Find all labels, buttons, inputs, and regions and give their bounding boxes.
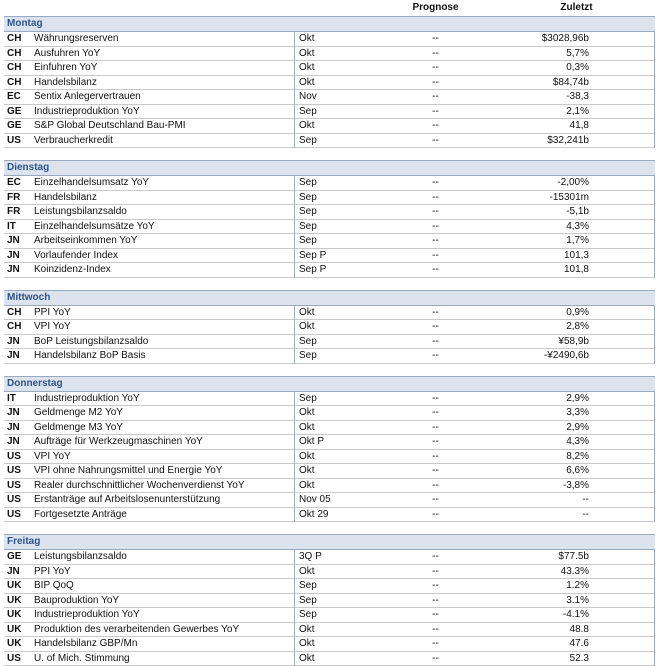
forecast-value: -- (384, 90, 487, 104)
table-row (4, 565, 655, 580)
country-code: UK (7, 623, 21, 637)
period: Sep (299, 594, 317, 608)
event-name: Aufträge für Werkzeugmaschinen YoY (34, 435, 203, 449)
period: Sep (299, 349, 317, 363)
forecast-value: -- (384, 565, 487, 579)
country-code: IT (7, 220, 16, 234)
section-gap (4, 278, 655, 290)
table-row (4, 76, 655, 91)
forecast-value: -- (384, 421, 487, 435)
country-code: US (7, 479, 21, 493)
event-name: Industrieproduktion YoY (34, 608, 140, 622)
table-row (4, 90, 655, 105)
last-value: 3,3% (484, 406, 589, 420)
period: Okt (299, 464, 315, 478)
period: Sep (299, 191, 317, 205)
forecast-value: -- (384, 579, 487, 593)
event-name: Sentix Anlegervertrauen (34, 90, 141, 104)
event-name: Handelsbilanz BoP Basis (34, 349, 146, 363)
event-name: Geldmenge M3 YoY (34, 421, 123, 435)
country-code: US (7, 652, 21, 666)
table-row (4, 435, 655, 450)
country-code: JN (7, 421, 20, 435)
country-code: US (7, 464, 21, 478)
last-value: $3028,96b (484, 32, 589, 46)
country-code: UK (7, 579, 21, 593)
event-name: BoP Leistungsbilanzsaldo (34, 335, 148, 349)
period: Okt (299, 119, 315, 133)
last-value: -5,1b (484, 205, 589, 219)
forecast-value: -- (384, 464, 487, 478)
last-value: 1.2% (484, 579, 589, 593)
country-code: US (7, 134, 21, 148)
forecast-value: -- (384, 594, 487, 608)
table-row (4, 493, 655, 508)
period: Okt (299, 61, 315, 75)
table-row (4, 249, 655, 264)
event-name: Verbraucherkredit (34, 134, 113, 148)
forecast-value: -- (384, 450, 487, 464)
table-row (4, 234, 655, 249)
forecast-value: -- (384, 105, 487, 119)
country-code: JN (7, 234, 20, 248)
period: Okt (299, 306, 315, 320)
country-code: US (7, 493, 21, 507)
last-value: $32,241b (484, 134, 589, 148)
event-name: Fortgesetzte Anträge (34, 508, 127, 522)
period: 3Q P (299, 550, 322, 564)
last-value: 2,9% (484, 421, 589, 435)
event-name: Leistungsbilanzsaldo (34, 550, 127, 564)
day-rows (4, 550, 655, 666)
forecast-value: -- (384, 61, 487, 75)
last-value: 4,3% (484, 220, 589, 234)
table-row (4, 119, 655, 134)
table-row (4, 623, 655, 638)
table-row (4, 508, 655, 523)
period: Okt 29 (299, 508, 328, 522)
country-code: JN (7, 263, 20, 277)
country-code: CH (7, 32, 21, 46)
last-value: -15301m (484, 191, 589, 205)
country-code: UK (7, 637, 21, 651)
event-name: Geldmenge M2 YoY (34, 406, 123, 420)
period: Nov 05 (299, 493, 331, 507)
last-value: 2,9% (484, 392, 589, 406)
country-code: EC (7, 90, 21, 104)
column-divider (654, 392, 655, 523)
event-name: Währungsreserven (34, 32, 118, 46)
last-value: -3,8% (484, 479, 589, 493)
event-name: Industrieproduktion YoY (34, 392, 140, 406)
country-code: EC (7, 176, 21, 190)
forecast-value: -- (384, 493, 487, 507)
country-code: JN (7, 335, 20, 349)
country-code: JN (7, 249, 20, 263)
last-value: -4.1% (484, 608, 589, 622)
country-code: CH (7, 47, 21, 61)
forecast-value: -- (384, 32, 487, 46)
forecast-column-header: Prognose (384, 2, 487, 13)
last-value: -2,00% (484, 176, 589, 190)
event-name: Realer durchschnittlicher Wochenverdienst YoY (34, 479, 245, 493)
forecast-value: -- (384, 508, 487, 522)
last-value: 8,2% (484, 450, 589, 464)
table-row (4, 263, 655, 278)
last-value: 43.3% (484, 565, 589, 579)
last-value: 47.6 (484, 637, 589, 651)
period: Okt (299, 32, 315, 46)
forecast-value: -- (384, 479, 487, 493)
last-value: 6,6% (484, 464, 589, 478)
period: Okt (299, 421, 315, 435)
table-row (4, 205, 655, 220)
last-value: -- (484, 493, 589, 507)
table-row (4, 47, 655, 62)
event-name: PPI YoY (34, 306, 71, 320)
day-header (4, 290, 655, 306)
event-name: U. of Mich. Stimmung (34, 652, 130, 666)
column-divider (294, 306, 295, 364)
event-name: Handelsbilanz (34, 191, 97, 205)
table-row (4, 349, 655, 364)
period: Okt (299, 320, 315, 334)
country-code: CH (7, 320, 21, 334)
column-header-row (4, 0, 655, 16)
column-divider (654, 32, 655, 148)
table-row (4, 220, 655, 235)
last-value: 4,3% (484, 435, 589, 449)
column-divider (294, 176, 295, 278)
last-value: 48.8 (484, 623, 589, 637)
country-code: CH (7, 61, 21, 75)
period: Okt (299, 565, 315, 579)
period: Sep (299, 234, 317, 248)
event-name: Vorlaufender Index (34, 249, 118, 263)
day-header (4, 534, 655, 550)
table-row (4, 32, 655, 47)
country-code: UK (7, 594, 21, 608)
event-name: Koinzidenz-Index (34, 263, 111, 277)
table-row (4, 421, 655, 436)
forecast-value: -- (384, 637, 487, 651)
section-gap (4, 522, 655, 534)
forecast-value: -- (384, 406, 487, 420)
period: Okt P (299, 435, 324, 449)
column-divider (294, 550, 295, 666)
event-name: Erstanträge auf Arbeitslosenunterstützung (34, 493, 220, 507)
table-row (4, 637, 655, 652)
day-rows (4, 176, 655, 278)
last-value: 52.3 (484, 652, 589, 666)
period: Okt (299, 76, 315, 90)
table-row (4, 550, 655, 565)
country-code: US (7, 508, 21, 522)
country-code: JN (7, 435, 20, 449)
table-row (4, 608, 655, 623)
period: Sep (299, 608, 317, 622)
forecast-value: -- (384, 392, 487, 406)
period: Nov (299, 90, 317, 104)
last-value: 0,9% (484, 306, 589, 320)
table-row (4, 191, 655, 206)
event-name: Bauproduktion YoY (34, 594, 119, 608)
country-code: IT (7, 392, 16, 406)
day-section-1 (4, 160, 655, 278)
last-value: $77.5b (484, 550, 589, 564)
period: Okt (299, 479, 315, 493)
day-sections (4, 16, 655, 666)
event-name: Einfuhren YoY (34, 61, 97, 75)
last-value: 5,7% (484, 47, 589, 61)
period: Okt (299, 637, 315, 651)
event-name: Einzelhandelsumsatz YoY (34, 176, 149, 190)
forecast-value: -- (384, 220, 487, 234)
last-value: 101,3 (484, 249, 589, 263)
column-divider (294, 392, 295, 523)
forecast-value: -- (384, 652, 487, 666)
table-row (4, 335, 655, 350)
period: Sep P (299, 249, 326, 263)
forecast-value: -- (384, 335, 487, 349)
country-code: JN (7, 565, 20, 579)
day-header (4, 376, 655, 392)
day-title: Freitag (7, 535, 40, 549)
table-row (4, 450, 655, 465)
economic-calendar (4, 0, 655, 666)
section-gap (4, 148, 655, 160)
last-value: 3.1% (484, 594, 589, 608)
period: Sep (299, 220, 317, 234)
forecast-value: -- (384, 320, 487, 334)
event-name: Leistungsbilanzsaldo (34, 205, 127, 219)
last-value: $84,74b (484, 76, 589, 90)
last-value: -38,3 (484, 90, 589, 104)
period: Okt (299, 450, 315, 464)
table-row (4, 392, 655, 407)
forecast-value: -- (384, 623, 487, 637)
period: Okt (299, 623, 315, 637)
period: Sep (299, 579, 317, 593)
day-rows (4, 306, 655, 364)
day-header (4, 160, 655, 176)
last-column-header: Zuletzt (524, 2, 629, 13)
period: Sep (299, 176, 317, 190)
last-value: ¥58,9b (484, 335, 589, 349)
event-name: VPI YoY (34, 450, 71, 464)
period: Okt (299, 652, 315, 666)
forecast-value: -- (384, 205, 487, 219)
column-divider (654, 306, 655, 364)
last-value: 101,8 (484, 263, 589, 277)
period: Sep (299, 105, 317, 119)
last-value: 2,1% (484, 105, 589, 119)
day-title: Donnerstag (7, 377, 63, 391)
table-row (4, 594, 655, 609)
event-name: Handelsbilanz GBP/Mn (34, 637, 137, 651)
forecast-value: -- (384, 234, 487, 248)
day-rows (4, 32, 655, 148)
table-row (4, 306, 655, 321)
event-name: Einzelhandelsumsätze YoY (34, 220, 155, 234)
forecast-value: -- (384, 608, 487, 622)
last-value: 2,8% (484, 320, 589, 334)
event-name: BIP QoQ (34, 579, 74, 593)
period: Sep (299, 335, 317, 349)
forecast-value: -- (384, 306, 487, 320)
table-row (4, 320, 655, 335)
period: Sep P (299, 263, 326, 277)
event-name: Produktion des verarbeitenden Gewerbes YoY (34, 623, 239, 637)
country-code: CH (7, 76, 21, 90)
period: Okt (299, 47, 315, 61)
country-code: CH (7, 306, 21, 320)
last-value: 0,3% (484, 61, 589, 75)
day-rows (4, 392, 655, 523)
country-code: FR (7, 205, 20, 219)
country-code: JN (7, 349, 20, 363)
table-row (4, 105, 655, 120)
column-divider (654, 550, 655, 666)
event-name: VPI ohne Nahrungsmittel und Energie YoY (34, 464, 222, 478)
day-section-3 (4, 376, 655, 523)
table-row (4, 134, 655, 149)
forecast-value: -- (384, 191, 487, 205)
country-code: GE (7, 105, 21, 119)
country-code: JN (7, 406, 20, 420)
forecast-value: -- (384, 435, 487, 449)
day-header (4, 16, 655, 32)
event-name: Ausfuhren YoY (34, 47, 100, 61)
table-row (4, 479, 655, 494)
event-name: Arbeitseinkommen YoY (34, 234, 137, 248)
table-row (4, 464, 655, 479)
forecast-value: -- (384, 76, 487, 90)
event-name: S&P Global Deutschland Bau-PMI (34, 119, 186, 133)
day-section-2 (4, 290, 655, 364)
forecast-value: -- (384, 263, 487, 277)
country-code: GE (7, 119, 21, 133)
table-row (4, 61, 655, 76)
forecast-value: -- (384, 249, 487, 263)
day-section-4 (4, 534, 655, 666)
forecast-value: -- (384, 47, 487, 61)
event-name: VPI YoY (34, 320, 71, 334)
forecast-value: -- (384, 119, 487, 133)
period: Sep (299, 205, 317, 219)
period: Sep (299, 134, 317, 148)
section-gap (4, 364, 655, 376)
country-code: FR (7, 191, 20, 205)
last-value: 41,8 (484, 119, 589, 133)
forecast-value: -- (384, 349, 487, 363)
last-value: -¥2490,6b (484, 349, 589, 363)
forecast-value: -- (384, 134, 487, 148)
table-row (4, 652, 655, 666)
day-section-0 (4, 16, 655, 148)
event-name: PPI YoY (34, 565, 71, 579)
table-row (4, 176, 655, 191)
forecast-value: -- (384, 550, 487, 564)
forecast-value: -- (384, 176, 487, 190)
day-title: Dienstag (7, 161, 49, 175)
last-value: 1,7% (484, 234, 589, 248)
day-title: Montag (7, 17, 43, 31)
table-row (4, 406, 655, 421)
country-code: UK (7, 608, 21, 622)
period: Okt (299, 406, 315, 420)
table-row (4, 579, 655, 594)
column-divider (294, 32, 295, 148)
event-name: Handelsbilanz (34, 76, 97, 90)
day-title: Mittwoch (7, 291, 50, 305)
country-code: GE (7, 550, 21, 564)
last-value: -- (484, 508, 589, 522)
column-divider (654, 176, 655, 278)
event-name: Industrieproduktion YoY (34, 105, 140, 119)
country-code: US (7, 450, 21, 464)
period: Sep (299, 392, 317, 406)
